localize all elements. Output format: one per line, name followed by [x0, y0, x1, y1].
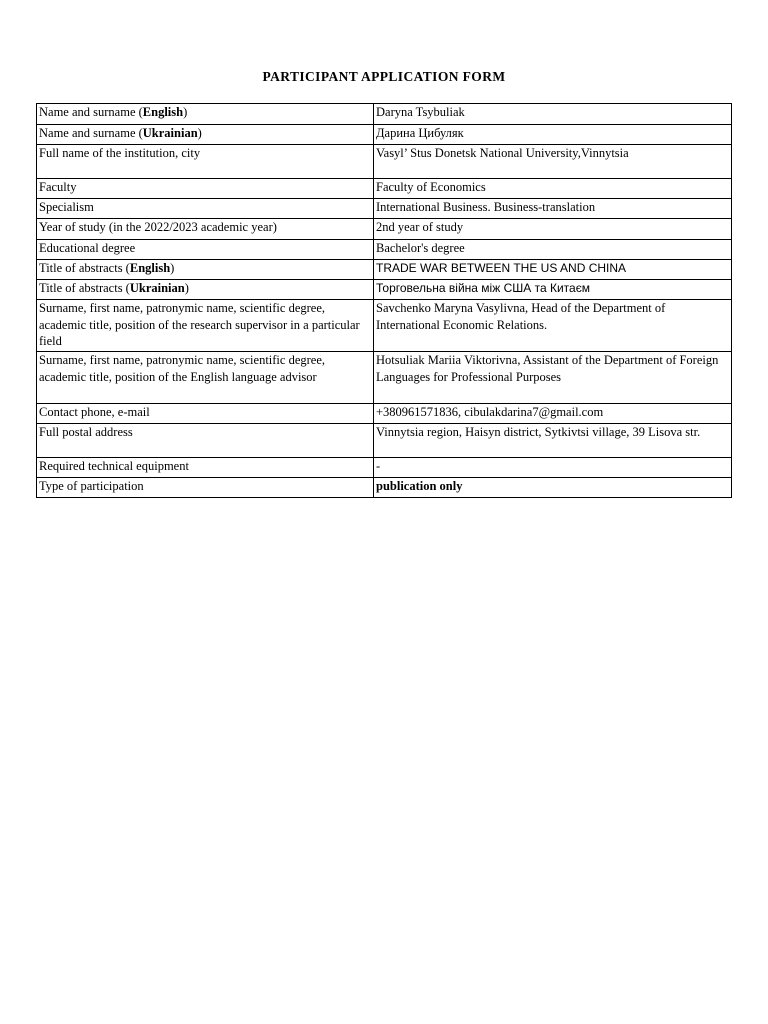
table-row [37, 260, 732, 280]
field-label: Educational degree [37, 240, 374, 260]
field-value-technical-equipment: - [374, 458, 732, 478]
field-label: Full name of the institution, city [37, 145, 374, 179]
form-title: PARTICIPANT APPLICATION FORM [262, 69, 506, 84]
field-label: Required technical equipment [37, 458, 374, 478]
field-label: Title of abstracts (English) [37, 260, 374, 280]
table-row [37, 199, 732, 219]
field-label: Specialism [37, 199, 374, 219]
field-label: Surname, first name, patronymic name, scientific degree, academic title, position of the English language advisor [37, 352, 374, 404]
table-row [37, 104, 732, 125]
table-row [37, 125, 732, 145]
field-value-institution: Vasyl’ Stus Donetsk National University,Vinnytsia [374, 145, 732, 179]
table-row [37, 352, 732, 404]
table-row [37, 240, 732, 260]
field-label: Name and surname (English) [37, 104, 374, 125]
table-row [37, 404, 732, 424]
field-value-name-ukrainian: Дарина Цибуляк [374, 125, 732, 145]
table-row [37, 458, 732, 478]
field-label: Type of participation [37, 478, 374, 498]
table-row [37, 179, 732, 199]
field-label: Full postal address [37, 424, 374, 458]
application-form-table [36, 103, 732, 498]
table-row [37, 280, 732, 300]
field-value-contact: +380961571836, cibulakdarina7@gmail.com [374, 404, 732, 424]
table-row [37, 219, 732, 240]
field-label: Surname, first name, patronymic name, scientific degree, academic title, position of the research supervisor in a particular field [37, 300, 374, 352]
field-value-specialism: International Business. Business-translation [374, 199, 732, 219]
field-label: Name and surname (Ukrainian) [37, 125, 374, 145]
field-value-year-of-study: 2nd year of study [374, 219, 732, 240]
field-label: Contact phone, e-mail [37, 404, 374, 424]
field-value-participation-type: publication only [374, 478, 732, 498]
field-label: Title of abstracts (Ukrainian) [37, 280, 374, 300]
field-value-name-english: Daryna Tsybuliak [374, 104, 732, 125]
field-value-english-advisor: Hotsuliak Mariia Viktorivna, Assistant of the Department of Foreign Languages for Professional Purposes [374, 352, 732, 404]
field-value-research-supervisor: Savchenko Maryna Vasylivna, Head of the Department of International Economic Relations. [374, 300, 732, 352]
field-value-title-ukrainian: Торговельна війна між США та Китаєм [374, 280, 732, 300]
table-row [37, 300, 732, 352]
table-row [37, 478, 732, 498]
field-label: Year of study (in the 2022/2023 academic year) [37, 219, 374, 240]
field-value-title-english: TRADE WAR BETWEEN THE US AND CHINA [374, 260, 732, 280]
table-row [37, 424, 732, 458]
field-value-postal-address: Vinnytsia region, Haisyn district, Sytkivtsi village, 39 Lisova str. [374, 424, 732, 458]
field-label: Faculty [37, 179, 374, 199]
field-value-faculty: Faculty of Economics [374, 179, 732, 199]
field-value-educational-degree: Bachelor's degree [374, 240, 732, 260]
table-row [37, 145, 732, 179]
